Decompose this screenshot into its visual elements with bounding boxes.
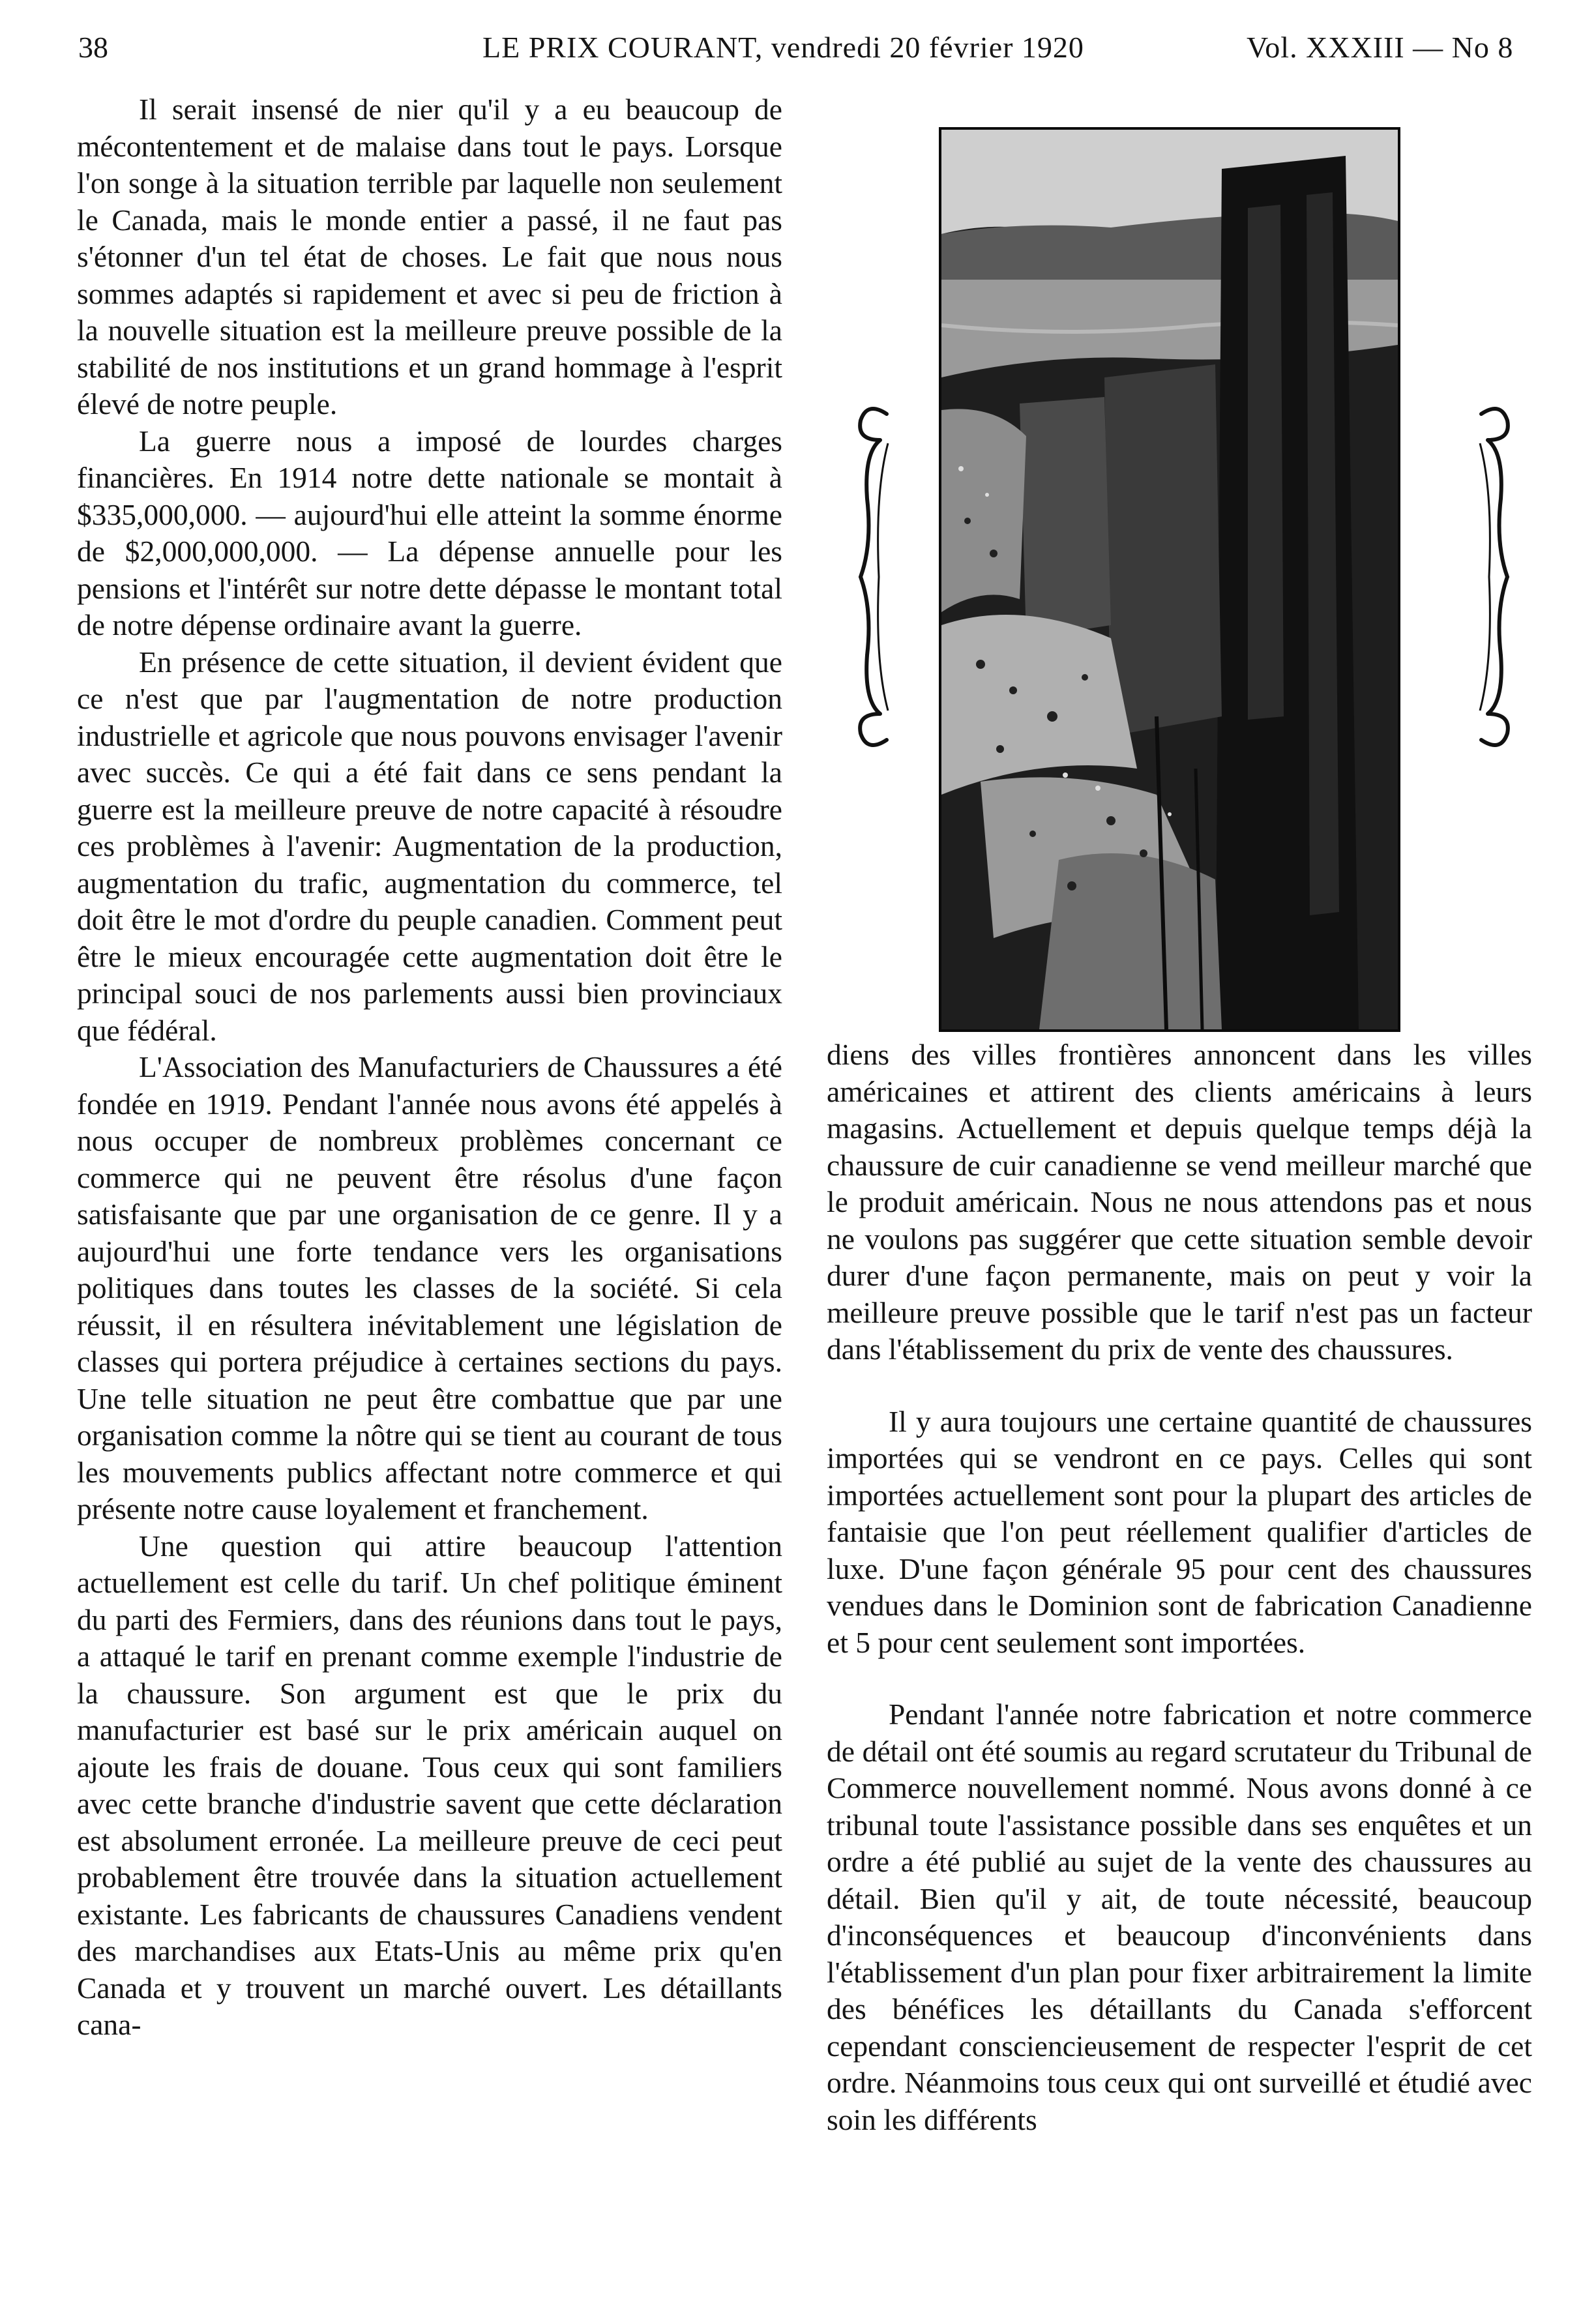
paragraph: En présence de cette situation, il devient évident que ce n'est que par l'augmentation de notre production industrielle et agricole que nous pouvons envisager l'avenir avec succès. Ce qui a été fait dans ce sens pendant la guerre est la meilleure preuve de notre capacité à résoudre ces problèmes à l'avenir: Augmentation de la production, augmentation du trafic, augmentation du commerce, tel doit être le mot d'ordre du peuple canadien. Comment peut être le mieux encouragée cette augmentation doit être le principal souci de nos parlements aussi bien provinciaux que fédéral. — [77, 645, 782, 1047]
scroll-bracket-ornament-icon — [841, 394, 913, 759]
article-photo-figure — [939, 127, 1400, 1032]
publication-title: LE PRIX COURANT, vendredi 20 février 1920 — [482, 31, 1084, 64]
article-right-column — [827, 1037, 1532, 2308]
paragraph: La guerre nous a imposé de lourdes charges financières. En 1914 notre dette nationale se montait à $335,000,000. — aujourd'hui elle atteint la somme énorme de $2,000,000,000. — La dépense annuelle pour les pensions et l'intérêt sur notre dette dépasse le montant total de notre dépense ordinaire avant la guerre. — [77, 424, 782, 641]
article-left-column — [77, 91, 782, 2301]
paragraph: Une question qui attire beaucoup l'attention actuellement est celle du tarif. Un chef politique éminent du parti des Fermiers, dans des réunions dans tout le pays, a attaqué le tarif en prenant comme exemple l'industrie de la chaussure. Son argument est que le prix du manufacturier est basé sur le prix américain auquel on ajoute les frais de douane. Tous ceux qui sont familiers avec cette branche d'industrie savent que cette déclaration est absolument erronée. La meilleure preuve de ceci peut probablement être trouvée dans la situation actuellement existante. Les fabricants de chaussures Canadiens vendent des marchandises aux Etats-Unis au même prix qu'en Canada et y trouvent un marché ouvert. Les détaillants cana- — [77, 1529, 782, 2041]
halftone-city-photo-icon — [939, 127, 1400, 1032]
paragraph: Il serait insensé de nier qu'il y a eu beaucoup de mécontentement et de malaise dans tout le pays. Lorsque l'on songe à la situation terrible par laquelle non seulement le Canada, mais le monde entier a passé, il ne faut pas s'étonner d'un tel état de choses. Le fait que nous nous sommes adaptés si rapidement et avec si peu de friction à la nouvelle situation est la meilleure preuve possible de la stabilité de nos institutions et un grand hommage à l'esprit élevé de notre peuple. — [77, 93, 782, 420]
scroll-bracket-ornament-icon — [1455, 394, 1527, 759]
paragraph: Pendant l'année notre fabrication et notre commerce de détail ont été soumis au regard scrutateur du Tribunal de Commerce nouvellement nommé. Nous avons donné à ce tribunal toute l'assistance possible dans ses enquêtes et un ordre a été publié au sujet de la vente des chaussures au détail. Bien qu'il y ait, de toute nécessité, beaucoup d'inconséquences et beaucoup d'inconvénients dans l'établissement d'un plan pour fixer arbitrairement la limite des bénéfices les détaillants du Canada s'efforcent cependant consciencieusement de respecter l'esprit de cet ordre. Néanmoins tous ceux qui ont surveillé et étudié avec soin les différents — [827, 1698, 1532, 2136]
paragraph: Il y aura toujours une certaine quantité de chaussures importées qui se vendront en ce pays. Celles qui sont importées actuellement sont pour la plupart des articles de fantaisie que l'on peut réellement qualifier d'articles de luxe. D'une façon générale 95 pour cent des chaussures vendues dans le Dominion sont de fabrication Canadienne et 5 pour cent seulement sont importées. — [827, 1404, 1532, 1659]
paragraph: diens des villes frontières annoncent dans les villes américaines et attirent des clients américains à leurs magasins. Actuellement et depuis quelque temps déjà la chaussure de cuir canadienne se vend meilleur marché que le produit américain. Nous ne nous attendons pas et nous ne voulons pas suggérer que cette situation semble devoir durer d'une façon permanente, mais on peut y voir la meilleure preuve possible que le tarif n'est pas un facteur dans l'établissement du prix de vente des chaussures. — [827, 1038, 1532, 1366]
paragraph: L'Association des Manufacturiers de Chaussures a été fondée en 1919. Pendant l'année nous avons été appelés à nous occuper de nombreux problèmes concernant ce commerce qui ne peuvent être résolus d'une façon satisfaisante que par une organisation de ce genre. Il y a aujourd'hui une forte tendance vers les organisations politiques dans toutes les classes de la société. Si cela réussit, il en résultera inévitablement une législation de classes qui portera préjudice à certaines sections du pays. Une telle situation ne peut être combattue que par une organisation comme la nôtre qui se tient au courant de tous les mouvements publics affectant notre commerce et qui présente notre cause loyalement et franchement. — [77, 1050, 782, 1525]
volume-number: Vol. XXXIII — No 8 — [1247, 31, 1514, 64]
page-header — [0, 25, 1581, 70]
page-number: 38 — [78, 31, 108, 64]
